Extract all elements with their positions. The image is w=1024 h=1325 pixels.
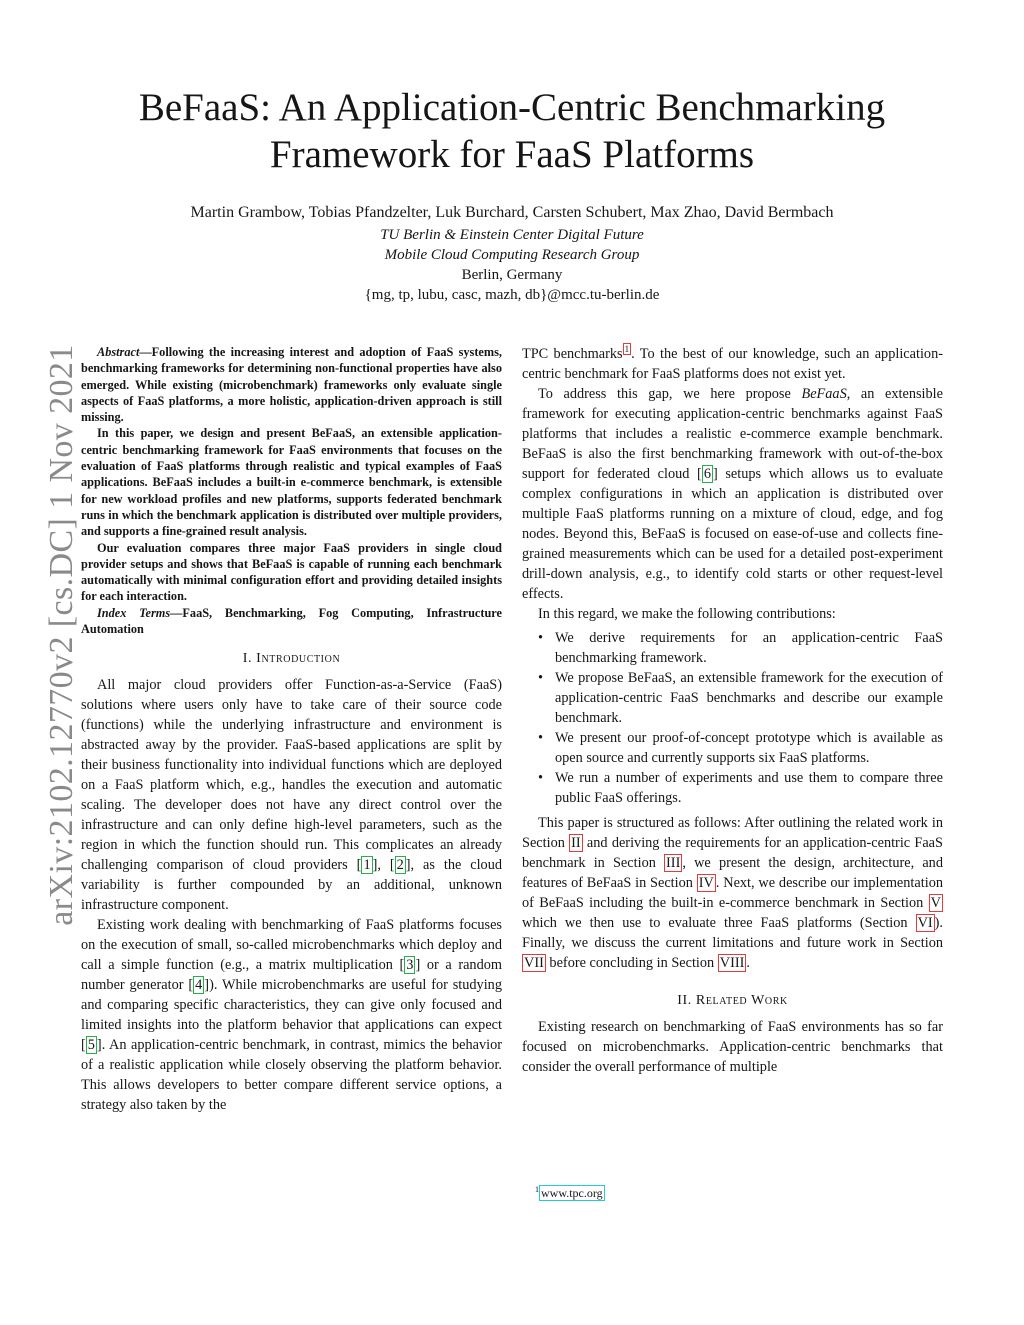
intro-text-2b: or a random number generator	[81, 957, 502, 994]
related-work-paragraph-1: Existing research on benchmarking of FaaS environments has so far focused on microbenchmarks. Application-centric benchmarks that consider the overall performance of multiple	[522, 1019, 943, 1075]
footnote	[535, 1186, 605, 1201]
intro-paragraph-5: In this regard, we make the following contributions:	[538, 606, 836, 622]
abstract	[81, 344, 502, 637]
intro-text-1b: , as the cloud variability is further compounded by an additional, unknown infrastructure component.	[81, 857, 502, 914]
citation-link[interactable]: 3	[406, 957, 414, 974]
bullet-icon: •	[538, 730, 544, 746]
index-terms	[81, 605, 502, 638]
citation-link[interactable]: 1	[363, 857, 371, 874]
index-terms-text: —FaaS, Benchmarking, Fog Computing, Infrastructure Automation	[81, 605, 502, 637]
abstract-paragraph-3: Our evaluation compares three major FaaS providers in single cloud provider setups and shows that BeFaaS is capable of running each benchmark automatically with minimal configuration effort and providing detailed insights for each interaction.	[81, 540, 502, 604]
section-link[interactable]: IV	[698, 875, 714, 891]
intro-paragraph-1: All major cloud providers offer Function-as-a-Service (FaaS) solutions where users only have to take care of their source code (functions) while the underlying infrastructure and environment is abstracted away by the provider. FaaS-based applications are split by their business functionality into individual functions which are deployed on a FaaS platform which, e.g., handles the execution and automatic scaling. The developer does not have any direct control over the infrastructure and can only define high-level parameters, such as the region in which the function should run. This complicates an already challenging comparison of cloud providers [ 1 ], [ 2 ], as the cloud variability is further compounded by an additional, unknown infrastructure component.	[81, 677, 502, 914]
intro-heading: I. Introduction	[242, 651, 341, 667]
contribution-text: We propose BeFaaS, an extensible framework for the execution of application-centric FaaS benchmarks and describe our example benchmark.	[555, 670, 943, 726]
section-link[interactable]: III	[666, 855, 681, 871]
author-emails: {mg, tp, lubu, casc, mazh, db}@mcc.tu-berlin.de	[364, 287, 660, 303]
intro-text-6e: which we then use to evaluate three FaaS platforms (Section	[522, 915, 916, 931]
intro-paragraph-6	[522, 813, 943, 973]
affiliation-line-2: Mobile Cloud Computing Research Group	[384, 247, 640, 263]
citation-link[interactable]: 6	[703, 466, 711, 482]
befaas-italic: BeFaaS	[801, 386, 847, 402]
citation-link[interactable]: 5	[87, 1037, 95, 1054]
footnote-link[interactable]: 1	[624, 344, 630, 355]
section-link[interactable]: V	[930, 895, 941, 911]
affiliation-line-3: Berlin, Germany	[461, 267, 563, 283]
abstract-paragraph-2: In this paper, we design and present BeFaaS, an extensible application-centric benchmarking framework for FaaS environments that focuses on the evaluation of FaaS platforms through realistic and typical examples of FaaS applications. BeFaaS includes a built-in e-commerce benchmark, is extensible for new workload profiles and new platforms, supports federated benchmark runs in which the benchmark application is distributed over multiple providers, and supports a fine-grained result analysis.	[81, 426, 502, 539]
author-list: Martin Grambow, Tobias Pfandzelter, Luk Burchard, Carsten Schubert, Max Zhao, David Bermbach	[190, 204, 834, 221]
abstract-label: Abstract	[97, 345, 140, 359]
intro-text-6c: , we present the design, architecture, and features of BeFaaS in Section	[522, 855, 943, 891]
intro-text-4a: To address this gap, we here propose	[538, 386, 802, 402]
section-link[interactable]: VIII	[719, 955, 745, 971]
abstract-text-1: —Following the increasing interest and adoption of FaaS systems, benchmarking frameworks for determining non-functional properties have also emerged. While existing (microbenchmark) frameworks only evaluate single aspects of FaaS platforms, a more holistic, application-driven approach is still missing.	[81, 345, 502, 425]
contribution-text: We present our proof-of-concept prototype which is available as open source and currently supports six FaaS platforms.	[555, 730, 943, 766]
citation-link[interactable]: 2	[396, 857, 404, 874]
bullet-icon: •	[538, 770, 544, 786]
intro-text-3a: TPC benchmarks	[522, 346, 623, 362]
citation-link[interactable]: 4	[195, 977, 203, 994]
intro-section	[81, 649, 502, 1115]
list-item	[538, 728, 943, 768]
intro-paragraph-4: To address this gap, we here propose BeFaaS, an extensible framework for executing application-centric benchmarks against FaaS platforms that includes a realistic e-commerce example benchmark. BeFaaS is also the first benchmarking framework with out-of-the-box support for federated cloud [ 6 ] setups which allows us to evaluate complex configurations in which an application is distributed over multiple FaaS platforms running on a mixture of cloud, edge, and fog nodes. Beyond this, BeFaaS is focused on ease-of-use and collects fine-grained measurements which can be used for a detailed post-experiment drill-down analysis, e.g., to identify cold starts or other request-level effects.	[522, 386, 944, 602]
intro-text-2a: Existing work dealing with benchmarking of FaaS platforms focuses on the execution of small, so-called microbenchmarks which deploy and call a simple function (e.g., a matrix multiplication	[81, 917, 502, 974]
intro-text-6b: and deriving the requirements for an application-centric FaaS benchmark in Section	[522, 835, 943, 871]
intro-text-6g: before concluding in Section	[545, 955, 718, 971]
list-item	[538, 668, 943, 728]
footnote-mark: 1	[535, 1185, 539, 1194]
bullet-icon: •	[538, 630, 544, 646]
right-column	[522, 344, 943, 1077]
list-item	[538, 768, 943, 808]
intro-text-1a: All major cloud providers offer Function-as-a-Service (FaaS) solutions where users only have to take care of their source code (functions) while the underlying infrastructure and environment is abstracted away by the provider. FaaS-based applications are split by their business functionality into individual functions which are deployed on a FaaS platform which, e.g., handles the execution and automatic scaling. The developer does not have any direct control over the infrastructure and can only define high-level parameters, such as the region in which the function should run. This complicates an already challenging comparison of cloud providers	[81, 677, 502, 874]
intro-paragraph-3	[522, 344, 943, 384]
left-column	[81, 344, 502, 1115]
contribution-text: We run a number of experiments and use them to compare three public FaaS offerings.	[555, 770, 943, 806]
affiliation-block	[80, 225, 944, 305]
section-link[interactable]: VI	[917, 915, 933, 931]
intro-text-3b: . To the best of our knowledge, such an application-centric benchmark for FaaS platforms does not exist yet.	[522, 346, 943, 382]
intro-text-6a: This paper is structured as follows: After outlining the related work in Section	[522, 815, 943, 851]
affiliation-line-1: TU Berlin & Einstein Center Digital Future	[380, 227, 644, 243]
intro-text-6f: ). Finally, we discuss the current limitations and future work in Section	[522, 915, 943, 951]
intro-text-2d: . An application-centric benchmark, in contrast, mimics the behavior of a realistic application while closely observing the platform behavior. This allows developers to better compare different service options, a strategy also taken by the	[81, 1037, 502, 1114]
intro-text-6d: . Next, we describe our implementation of BeFaaS including the built-in e-commerce benchmark in Section	[522, 875, 943, 911]
intro-text-2c: ). While microbenchmarks are useful for studying and comparing specific characteristics, they can give only focused and limited insights into the platform behavior that applications can expect	[81, 977, 502, 1034]
intro-text-4c: setups which allows us to evaluate complex configurations in which an application is distributed over multiple FaaS platforms running on a mixture of cloud, edge, and fog nodes. Beyond this, BeFaaS is focused on ease-of-use and collects fine-grained measurements which can be used for a detailed post-experiment drill-down analysis, e.g., to identify cold starts or other request-level effects.	[522, 466, 944, 602]
bullet-icon: •	[538, 670, 544, 686]
paper-title: BeFaaS: An Application-Centric Benchmarking Framework for FaaS Platforms	[138, 86, 886, 176]
contribution-text: We derive requirements for an application-centric FaaS benchmarking framework.	[555, 630, 943, 666]
contribution-list	[522, 628, 943, 808]
intro-paragraph-2: Existing work dealing with benchmarking of FaaS platforms focuses on the execution of small, so-called microbenchmarks which deploy and call a simple function (e.g., a matrix multiplication [ 3 ] or a random number generator [ 4 ]). While microbenchmarks are useful for studying and comparing specific characteristics, they can give only focused and limited insights into the platform behavior that applications can expect [ 5 ]. An application-centric benchmark, in contrast, mimics the behavior of a realistic application while closely observing the platform behavior. This allows developers to better compare different service options, a strategy also taken by the	[81, 917, 502, 1114]
list-item	[538, 628, 943, 668]
abstract-paragraph-1	[81, 344, 502, 425]
footnote-url-link[interactable]: www.tpc.org	[541, 1186, 603, 1200]
related-work-heading: II. Related Work	[677, 993, 788, 1008]
section-link[interactable]: VII	[524, 955, 544, 971]
arxiv-stamp-text: arXiv:2102.12770v2 [cs.DC] 1 Nov 2021	[43, 344, 80, 926]
section-link[interactable]: II	[571, 835, 581, 851]
intro-text-4b: , an extensible framework for executing application-centric benchmarks against FaaS platforms that includes a realistic e-commerce example benchmark. BeFaaS is also the first benchmarking framework with out-of-the-box support for federated cloud	[522, 386, 943, 482]
index-terms-label: Index Terms	[97, 605, 171, 620]
intro-text-6h: .	[746, 955, 750, 971]
